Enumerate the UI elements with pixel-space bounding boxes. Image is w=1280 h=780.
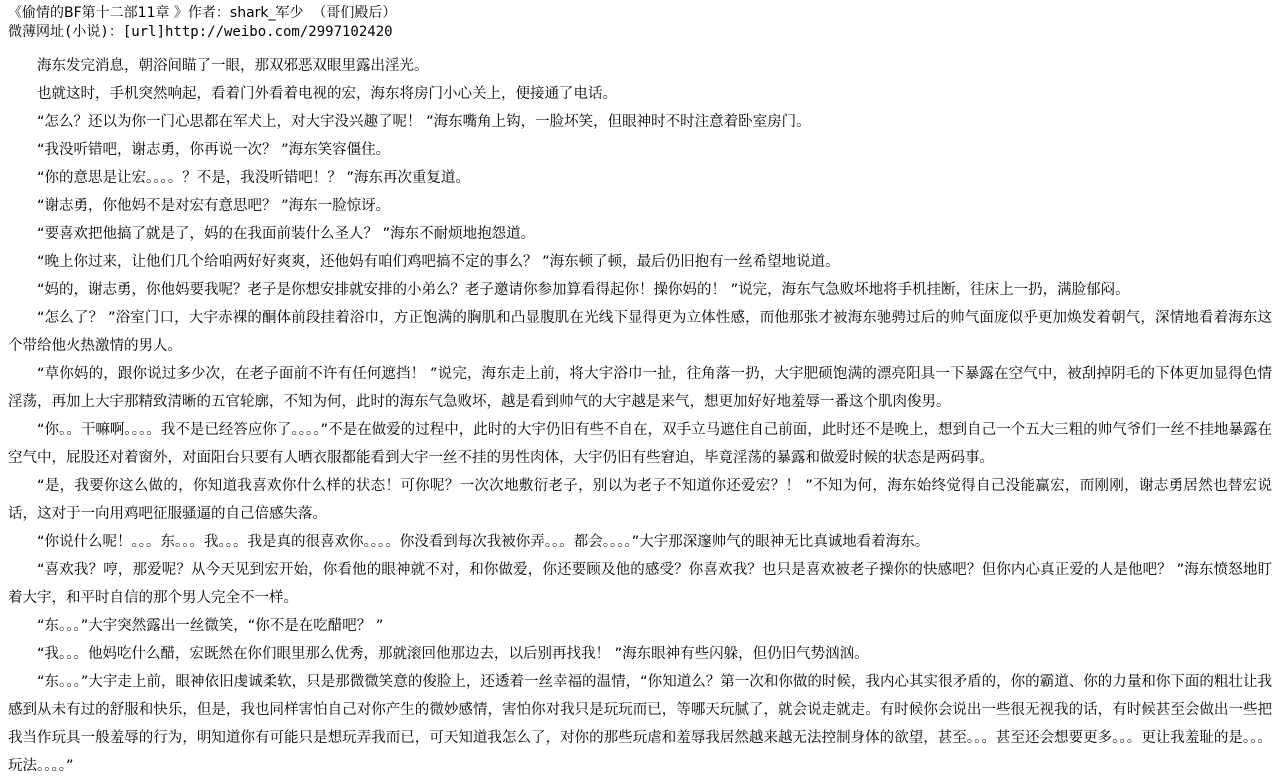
paragraph: 海东发完消息，朝浴间瞄了一眼，那双邪恶双眼里露出淫光。: [37, 58, 429, 74]
paragraph: “怎么？还以为你一门心思都在军犬上，对大宇没兴趣了呢！ ”海东嘴角上钩，一脸坏笑，但眼神时不时注意着卧室房门。: [37, 114, 811, 130]
document-header: [8, 4, 1272, 42]
paragraph: “东。。。”大宇突然露出一丝微笑，“你不是在吃醋吧？ ”: [37, 618, 384, 634]
paragraph: “我。。。他妈吃什么醋，宏既然在你们眼里那么优秀，那就滚回他那边去，以后别再找我！ ”海东眼神有些闪躲，但仍旧气势汹汹。: [37, 646, 869, 662]
document-title: 《偷情的BF第十二部11章 》作者：shark_军少 （哥们殿后）: [8, 5, 397, 21]
paragraph: “是，我要你这么做的，你知道我喜欢你什么样的状态！可你呢？一次次地敷衍老子，别以为老子不知道你还爱宏？！ ”不知为何，海东始终觉得自己没能赢宏，而刚刚，谢志勇居然也替宏说话，这对于一向用鸡吧征服骚逼的自己倍感失落。: [8, 478, 1272, 522]
document-source-url: 微薄网址(小说)：[url]http://weibo.com/2997102420: [8, 24, 393, 40]
paragraph: “东。。。”大宇走上前，眼神依旧虔诚柔软，只是那微微笑意的俊脸上，还透着一丝幸福的温情，“你知道么？第一次和你做的时候，我内心其实很矛盾的，你的霸道、你的力量和你下面的粗壮让我感到从未有过的舒服和快乐，但是，我也同样害怕自己对你产生的微妙感情，害怕你对我只是玩玩而已，等哪天玩腻了，就会说走就走。有时候你会说出一些很无视我的话，有时候甚至会做出一些把我当作玩具一般羞辱的行为，明知道你有可能只是想玩弄我而已，可天知道我怎么了，对你的那些玩虐和羞辱我居然越来越无法控制身体的欲望，甚至。。。甚至还会想要更多。。。更让我羞耻的是。。。玩法。。。。”: [8, 674, 1272, 774]
paragraph: “草你妈的，跟你说过多少次，在老子面前不许有任何遮挡！ ”说完，海东走上前，将大宇浴巾一扯，往角落一扔，大宇肥硕饱满的漂亮阳具一下暴露在空气中，被刮掉阴毛的下体更加显得色情淫荡，再加上大宇那精致清晰的五官轮廓，不知为何，此时的海东气急败坏，越是看到帅气的大宇越是来气，想更加好好地羞辱一番这个肌肉俊男。: [8, 366, 1272, 410]
paragraph: “妈的，谢志勇，你他妈要我呢？老子是你想安排就安排的小弟么？老子邀请你参加算看得起你！操你妈的！ ”说完，海东气急败坏地将手机挂断，往床上一扔，满脸郁闷。: [37, 282, 1130, 298]
document-body: [8, 52, 1272, 780]
paragraph: 也就这时，手机突然响起，看着门外看着电视的宏，海东将房门小心关上，便接通了电话。: [37, 86, 617, 102]
paragraph: “我没听错吧，谢志勇，你再说一次？ ”海东笑容僵住。: [37, 142, 391, 158]
paragraph: “晚上你过来，让他们几个给咱两好好爽爽，还他妈有咱们鸡吧搞不定的事么？ ”海东顿了顿，最后仍旧抱有一丝希望地说道。: [37, 254, 840, 270]
paragraph: “谢志勇，你他妈不是对宏有意思吧？ ”海东一脸惊讶。: [37, 198, 391, 214]
paragraph: “你说什么呢！。。。东。。。我。。。我是真的很喜欢你。。。。你没看到每次我被你弄。。。都会。。。。”大宇那深邃帅气的眼神无比真诚地看着海东。: [37, 534, 930, 550]
paragraph: “要喜欢把他搞了就是了，妈的在我面前装什么圣人？ ”海东不耐烦地抱怨道。: [37, 226, 536, 242]
paragraph: “怎么了？ ”浴室门口，大宇赤裸的酮体前段挂着浴巾，方正饱满的胸肌和凸显腹肌在光线下显得更为立体性感，而他那张才被海东驰骋过后的帅气面庞似乎更加焕发着朝气，深情地看着海东这个带给他火热激情的男人。: [8, 310, 1272, 354]
paragraph: “你的意思是让宏。。。。？不是，我没听错吧！？ ”海东再次重复道。: [37, 170, 470, 186]
paragraph: “你。。干嘛啊。。。。我不是已经答应你了。。。。”不是在做爱的过程中，此时的大宇仍旧有些不自在，双手立马遮住自己前面，此时还不是晚上，想到自己一个五大三粗的帅气爷们一丝不挂地暴露在空气中，屁股还对着窗外，对面阳台只要有人晒衣服都能看到大宇一丝不挂的男性肉体，大宇仍旧有些窘迫，毕竟淫荡的暴露和做爱时候的状态是两码事。: [8, 422, 1272, 466]
paragraph: “喜欢我？哼，那爱呢？从今天见到宏开始，你看他的眼神就不对，和你做爱，你还要顾及他的感受？你喜欢我？也只是喜欢被老子操你的快感吧？但你内心真正爱的人是他吧？ ”海东愤怒地盯着大宇，和平时自信的那个男人完全不一样。: [8, 562, 1272, 606]
